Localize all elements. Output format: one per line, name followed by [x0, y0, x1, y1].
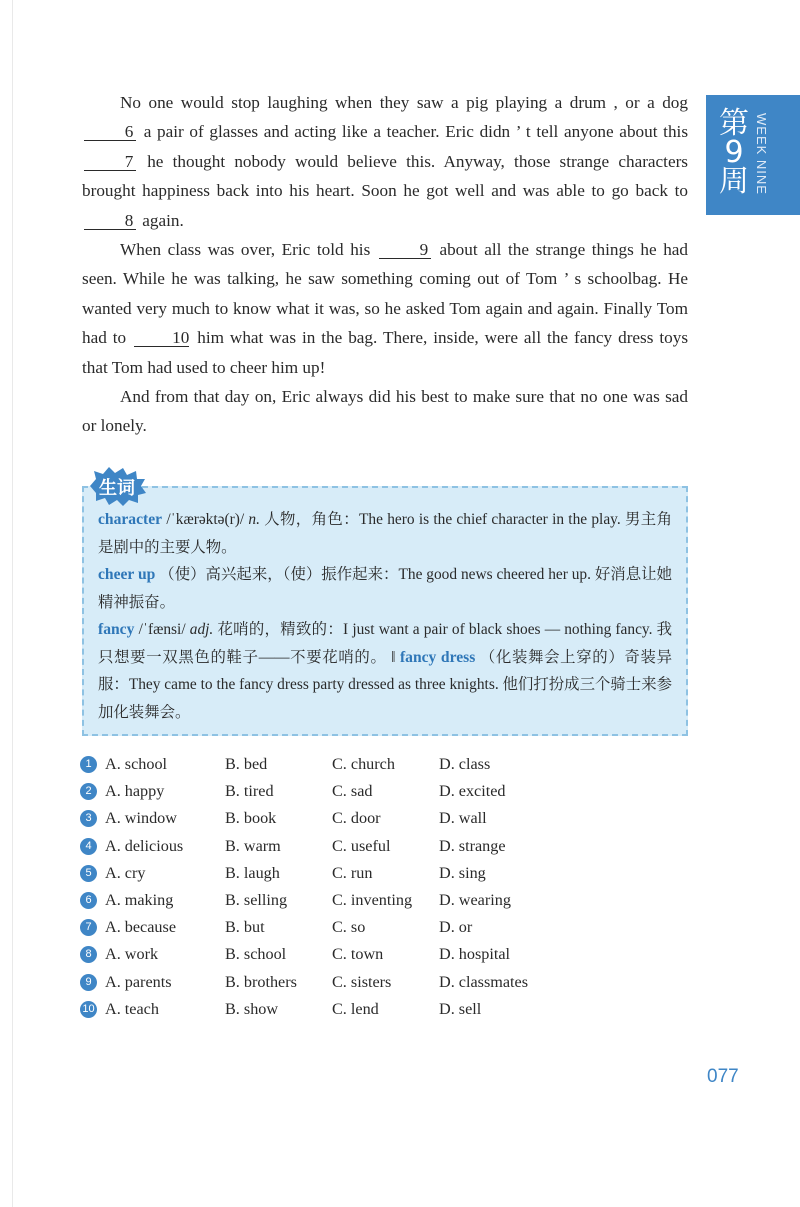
option-b: B. school — [225, 945, 287, 964]
option-c: C. inventing — [332, 890, 413, 909]
week-label-cn: 第9周 — [719, 106, 749, 199]
choice-row — [80, 806, 600, 833]
vocab-entry — [98, 506, 672, 561]
vocabulary-content — [98, 506, 672, 726]
blank-10: 10 — [134, 329, 189, 347]
question-number-badge: 5 — [80, 865, 97, 882]
question-number-badge: 4 — [80, 838, 97, 855]
blank-8: 8 — [84, 212, 136, 230]
passage-text: again. — [142, 210, 184, 230]
blank-9: 9 — [379, 241, 431, 259]
option-a: A. because — [105, 918, 177, 937]
option-d: D. sell — [439, 999, 482, 1018]
option-b: B. brothers — [225, 972, 297, 991]
vocab-entry — [98, 561, 672, 616]
question-number-badge: 3 — [80, 810, 97, 827]
vocabulary-badge-label: 生词 — [99, 478, 135, 499]
choice-row — [80, 970, 600, 997]
option-d: D. sing — [439, 863, 486, 882]
vocab-definition: （使）高兴起来，（使）振作起来：The good news cheered her up. 好消息让她精神振奋。 — [98, 566, 672, 611]
option-c: C. sisters — [332, 972, 392, 991]
blank-7: 7 — [84, 153, 136, 171]
choice-row — [80, 997, 600, 1024]
option-b: B. bed — [225, 755, 268, 773]
option-d: D. class — [439, 755, 491, 773]
option-a: A. cry — [105, 863, 146, 882]
question-number-badge: 10 — [80, 1001, 97, 1018]
choice-row — [80, 834, 600, 861]
option-c: C. church — [332, 755, 395, 773]
vocab-term: fancy dress — [399, 648, 476, 666]
option-d: D. classmates — [439, 972, 529, 991]
choice-row — [80, 779, 600, 806]
option-a: A. school — [105, 755, 168, 773]
option-c: C. so — [332, 918, 366, 937]
blank-6: 6 — [84, 123, 136, 141]
option-c: C. run — [332, 863, 373, 882]
option-c: C. lend — [332, 999, 379, 1018]
question-number-badge: 9 — [80, 974, 97, 991]
option-b: B. book — [225, 809, 277, 828]
vocab-term: cheer up — [98, 566, 156, 583]
vocab-pos: n. — [248, 511, 260, 528]
option-d: D. wall — [439, 809, 487, 828]
passage-text: a pair of glasses and acting like a teacher. Eric didn ’ t tell anyone about this — [143, 122, 689, 142]
vocab-term: character — [98, 511, 163, 528]
page-number: 077 — [707, 1066, 739, 1087]
option-a: A. delicious — [105, 836, 184, 855]
option-c: C. town — [332, 945, 384, 964]
option-a: A. parents — [105, 972, 172, 991]
option-a: A. making — [105, 890, 174, 909]
option-b: B. tired — [225, 782, 274, 801]
page-binding-line — [12, 0, 13, 1207]
week-label-en: WEEK NINE — [754, 113, 769, 195]
vocab-phonetic: /ˈkærəktə(r)/ — [166, 511, 245, 528]
passage-paragraph — [82, 88, 688, 235]
vocab-pos: adj. — [189, 621, 214, 638]
passage-paragraph — [82, 235, 688, 382]
vocabulary-badge — [86, 466, 148, 506]
vocab-definition: （化装舞会上穿的）奇装异服：They came to the fancy dress party dressed as three knights. 他们打扮成三个骑士来参加化装舞会。 — [98, 648, 672, 721]
choice-row — [80, 915, 600, 942]
passage-text: about all the strange things he had seen. While he was talking, he saw something coming out of Tom ’ s schoolbag. He wanted very much to know what it was, so he asked Tom again and again. Finally Tom had to — [82, 240, 689, 348]
option-a: A. work — [105, 945, 159, 964]
passage-paragraph: And from that day on, Eric always did his best to make sure that no one was sad or lonely. — [82, 387, 688, 436]
option-d: D. or — [439, 918, 473, 937]
option-d: D. strange — [439, 836, 506, 855]
question-number-badge: 2 — [80, 783, 97, 800]
option-b: B. warm — [225, 836, 281, 855]
vocab-definition: 花哨的，精致的：I just want a pair of black shoes — nothing fancy. 我只想要一双黑色的鞋子——不要花哨的。 ‖ — [98, 621, 672, 666]
option-a: A. happy — [105, 782, 165, 801]
choice-row — [80, 752, 600, 779]
vocab-definition: 人物，角色：The hero is the chief character in the play. 男主角是剧中的主要人物。 — [98, 511, 672, 556]
option-c: C. door — [332, 809, 381, 828]
option-b: B. selling — [225, 890, 288, 909]
passage-text: When class was over, Eric told his — [120, 240, 371, 260]
passage-text: he thought nobody would believe this. Anyway, those strange characters brought happiness back into his heart. Soon he got well and was able to go back to — [82, 151, 688, 201]
option-c: C. sad — [332, 782, 373, 801]
choice-row — [80, 861, 600, 888]
question-number-badge: 7 — [80, 919, 97, 936]
option-b: B. but — [225, 918, 265, 937]
choice-row — [80, 888, 600, 915]
option-a: A. teach — [105, 999, 159, 1018]
vocab-term: fancy — [98, 621, 135, 638]
option-b: B. show — [225, 999, 279, 1018]
option-d: D. excited — [439, 782, 506, 801]
option-d: D. hospital — [439, 945, 511, 964]
choice-list — [80, 752, 600, 1024]
option-d: D. wearing — [439, 890, 511, 909]
vocab-phonetic: /ˈfænsi/ — [138, 621, 186, 638]
question-number-badge: 8 — [80, 946, 97, 963]
passage-text: No one would stop laughing when they saw a pig playing a drum , or a dog — [120, 93, 688, 112]
choice-row — [80, 942, 600, 969]
question-number-badge: 6 — [80, 892, 97, 909]
vocab-entry — [98, 616, 672, 726]
option-c: C. useful — [332, 836, 391, 855]
reading-passage — [82, 88, 688, 441]
week-tab — [706, 95, 800, 215]
passage-text: him what was in the bag. There, inside, were all the fancy dress toys that Tom had used to cheer him up! — [82, 328, 689, 377]
option-a: A. window — [105, 809, 177, 828]
question-number-badge: 1 — [80, 756, 97, 773]
option-b: B. laugh — [225, 863, 280, 882]
